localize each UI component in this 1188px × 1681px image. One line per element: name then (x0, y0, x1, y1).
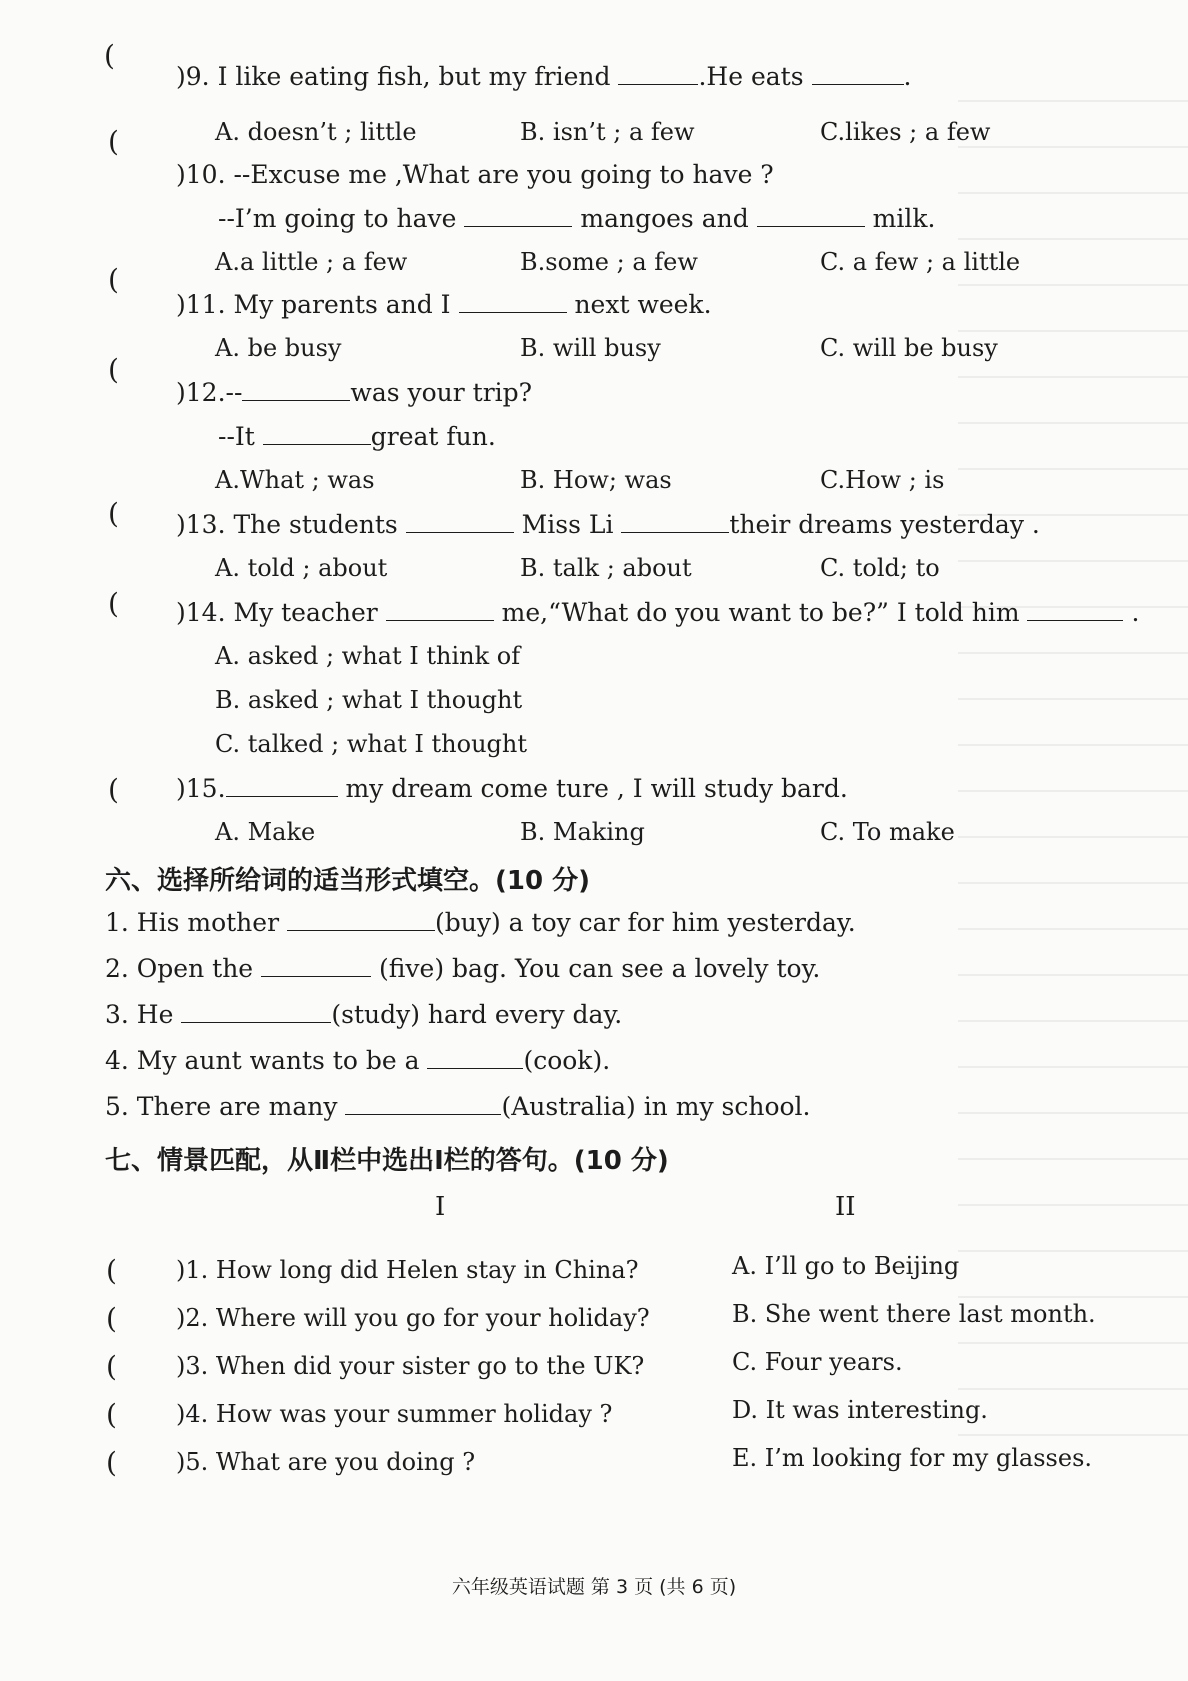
option-c[interactable]: C. To make (820, 818, 955, 846)
question-text: milk. (872, 204, 936, 233)
question-text: was your trip? (350, 378, 533, 407)
fill-item-3 (105, 1000, 622, 1029)
question-number: )15. (176, 774, 226, 803)
fill-item-4 (105, 1046, 610, 1075)
match-answer-e: E. I’m looking for my glasses. (732, 1444, 1093, 1472)
question-text: my dream come ture , I will study bard. (345, 774, 848, 803)
option-b[interactable]: B. talk ; about (520, 554, 692, 582)
question-number: )14. (176, 598, 226, 627)
option-b[interactable]: B.some ; a few (520, 248, 698, 276)
fill-item-2 (105, 954, 820, 983)
option-a[interactable]: A. asked ; what I think of (215, 642, 521, 670)
question-number: )10. (176, 160, 226, 189)
option-a[interactable]: A. doesn’t ; little (215, 118, 417, 146)
fill-text: 5. There are many (105, 1092, 338, 1121)
page-footer: 六年级英语试题 第 3 页 (共 6 页) (451, 1576, 737, 1598)
answer-paren: ( (108, 773, 119, 806)
answer-blank[interactable] (386, 600, 494, 621)
question-15 (176, 774, 848, 803)
section-6-title: 六、选择所给词的适当形式填空。(10 分) (105, 866, 590, 896)
answer-blank[interactable] (287, 910, 435, 931)
section-7-title: 七、情景匹配，从Ⅱ栏中选出Ⅰ栏的答句。(10 分) (105, 1146, 669, 1176)
question-12-response (218, 422, 496, 451)
answer-paren: ( (106, 1302, 117, 1335)
match-answer-a: A. I’ll go to Beijing (732, 1252, 960, 1280)
question-number: )13. (176, 510, 226, 539)
question-text: -- (225, 378, 243, 407)
answer-blank[interactable] (406, 512, 514, 533)
option-c[interactable]: C. a few ; a little (820, 248, 1021, 276)
match-question-5: )5. What are you doing ? (176, 1448, 476, 1476)
match-question-2: )2. Where will you go for your holiday? (176, 1304, 650, 1332)
match-answer-d: D. It was interesting. (732, 1396, 988, 1424)
answer-blank[interactable] (263, 424, 371, 445)
answer-blank[interactable] (427, 1048, 523, 1069)
answer-paren: ( (106, 1446, 117, 1479)
question-13 (176, 510, 1040, 539)
question-9 (176, 62, 911, 91)
fill-text: (study) hard every day. (331, 1000, 623, 1029)
fill-text: (five) bag. You can see a lovely toy. (371, 954, 821, 983)
question-10-response (218, 204, 935, 233)
fill-text: (cook). (523, 1046, 611, 1075)
answer-blank[interactable] (459, 292, 567, 313)
question-12 (176, 378, 532, 407)
column-i-header: I (435, 1192, 446, 1222)
question-text: --I’m going to have (218, 204, 457, 233)
question-text: The students (233, 510, 398, 539)
question-text: mangoes and (580, 204, 749, 233)
question-text: My parents and I (233, 290, 451, 319)
option-a[interactable]: A.a little ; a few (215, 248, 408, 276)
answer-blank[interactable] (345, 1094, 501, 1115)
fill-text: (Australia) in my school. (501, 1092, 811, 1121)
question-text: . (903, 62, 912, 91)
option-c[interactable]: C. talked ; what I thought (215, 730, 528, 758)
question-text: My teacher (233, 598, 378, 627)
option-a[interactable]: A.What ; was (215, 466, 375, 494)
option-c[interactable]: C.likes ; a few (820, 118, 991, 146)
match-answer-c: C. Four years. (732, 1348, 903, 1376)
answer-blank[interactable] (261, 956, 371, 977)
answer-paren: ( (106, 1398, 117, 1431)
answer-paren: ( (108, 497, 119, 530)
answer-blank[interactable] (464, 206, 572, 227)
answer-paren: ( (108, 353, 119, 386)
question-text: their dreams yesterday . (729, 510, 1040, 539)
answer-blank[interactable] (1027, 600, 1123, 621)
fill-text: 1. His mother (105, 908, 280, 937)
answer-blank[interactable] (618, 64, 698, 85)
answer-paren: ( (106, 1254, 117, 1287)
fill-item-5 (105, 1092, 811, 1121)
fill-text: 3. He (105, 1000, 174, 1029)
answer-paren: ( (108, 587, 119, 620)
question-text: great fun. (370, 422, 496, 451)
question-11 (176, 290, 712, 319)
answer-paren: ( (108, 263, 119, 296)
option-a[interactable]: A. Make (215, 818, 316, 846)
answer-blank[interactable] (757, 206, 865, 227)
question-text: me,“What do you want to be?” I told him (501, 598, 1020, 627)
match-question-1: )1. How long did Helen stay in China? (176, 1256, 639, 1284)
answer-paren: ( (104, 39, 115, 72)
answer-blank[interactable] (242, 380, 350, 401)
fill-text: (buy) a toy car for him yesterday. (434, 908, 856, 937)
question-10 (176, 160, 774, 189)
match-answer-b: B. She went there last month. (732, 1300, 1096, 1328)
answer-paren: ( (106, 1350, 117, 1383)
question-text: . (1131, 598, 1140, 627)
option-c[interactable]: C. will be busy (820, 334, 998, 362)
question-text: .He eats (698, 62, 804, 91)
answer-blank[interactable] (181, 1002, 331, 1023)
answer-blank[interactable] (812, 64, 904, 85)
fill-item-1 (105, 908, 856, 937)
option-a[interactable]: A. told ; about (215, 554, 388, 582)
question-text: next week. (574, 290, 712, 319)
option-b[interactable]: B. How; was (520, 466, 672, 494)
option-c[interactable]: C.How ; is (820, 466, 945, 494)
answer-blank[interactable] (226, 776, 338, 797)
option-a[interactable]: A. be busy (215, 334, 342, 362)
question-number: )9. (176, 62, 210, 91)
fill-text: 2. Open the (105, 954, 254, 983)
question-text: I like eating fish, but my friend (217, 62, 611, 91)
option-b[interactable]: B. isn’t ; a few (520, 118, 695, 146)
answer-blank[interactable] (621, 512, 729, 533)
question-number: )12. (176, 378, 226, 407)
option-b[interactable]: B. will busy (520, 334, 661, 362)
question-text: --Excuse me ,What are you going to have ? (233, 160, 774, 189)
question-text: Miss Li (521, 510, 614, 539)
option-b[interactable]: B. asked ; what I thought (215, 686, 523, 714)
match-question-4: )4. How was your summer holiday ? (176, 1400, 613, 1428)
question-text: --It (218, 422, 255, 451)
option-c[interactable]: C. told; to (820, 554, 940, 582)
question-14 (176, 598, 1139, 627)
answer-paren: ( (108, 125, 119, 158)
column-ii-header: II (835, 1192, 856, 1222)
fill-text: 4. My aunt wants to be a (105, 1046, 420, 1075)
option-b[interactable]: B. Making (520, 818, 645, 846)
match-question-3: )3. When did your sister go to the UK? (176, 1352, 645, 1380)
question-number: )11. (176, 290, 226, 319)
